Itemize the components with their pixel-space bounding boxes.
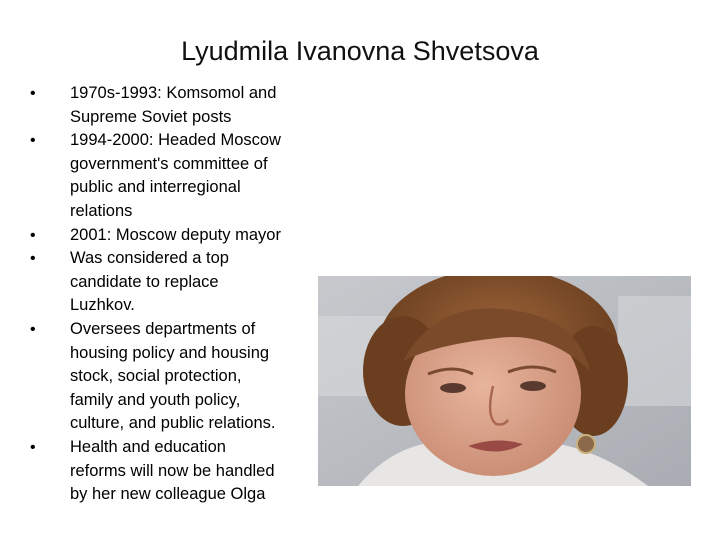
bullet-line: government's committee of <box>70 154 268 173</box>
bullet-line: family and youth policy, <box>70 390 241 409</box>
bullet-line: 2001: Moscow deputy mayor <box>70 225 281 244</box>
bullet-item <box>30 224 318 248</box>
bullet-line: public and interregional <box>70 178 241 197</box>
bullet-line: stock, social protection, <box>70 367 242 386</box>
bullet-line: Luzhkov. <box>70 296 135 315</box>
bullet-marker: • <box>30 320 36 338</box>
bullet-item <box>30 436 318 507</box>
bullet-line: 1994-2000: Headed Moscow <box>70 131 281 150</box>
bullet-line: Oversees departments of <box>70 319 256 338</box>
bullet-item <box>30 247 318 318</box>
eye <box>520 381 546 391</box>
bullet-marker: • <box>30 250 36 268</box>
bullet-marker: • <box>30 85 36 102</box>
bullet-marker: • <box>30 438 36 456</box>
bullet-line: reforms will now be handled <box>70 461 275 480</box>
bullet-item <box>30 318 318 436</box>
slide-title: Lyudmila Ivanovna Shvetsova <box>181 36 539 66</box>
bullet-line: culture, and public relations. <box>70 414 276 433</box>
bullet-marker: • <box>30 226 36 244</box>
bullet-line: candidate to replace <box>70 272 219 291</box>
bullet-line: Health and education <box>70 437 226 456</box>
bullet-line: by her new colleague Olga <box>70 485 266 504</box>
bullet-line: 1970s-1993: Komsomol and <box>70 84 277 102</box>
bullet-item <box>30 82 318 129</box>
bullet-list <box>30 82 318 507</box>
bullet-item <box>30 129 318 223</box>
eye <box>440 383 466 393</box>
bullet-marker: • <box>30 132 36 150</box>
bullet-line: housing policy and housing <box>70 343 270 362</box>
bullet-line: relations <box>70 201 133 220</box>
bullet-line: Was considered a top <box>70 249 229 268</box>
bullet-line: Supreme Soviet posts <box>70 107 232 126</box>
portrait-illustration <box>318 276 691 486</box>
backdrop-sign <box>618 296 691 406</box>
portrait-photo <box>318 276 691 486</box>
earring <box>577 435 595 453</box>
